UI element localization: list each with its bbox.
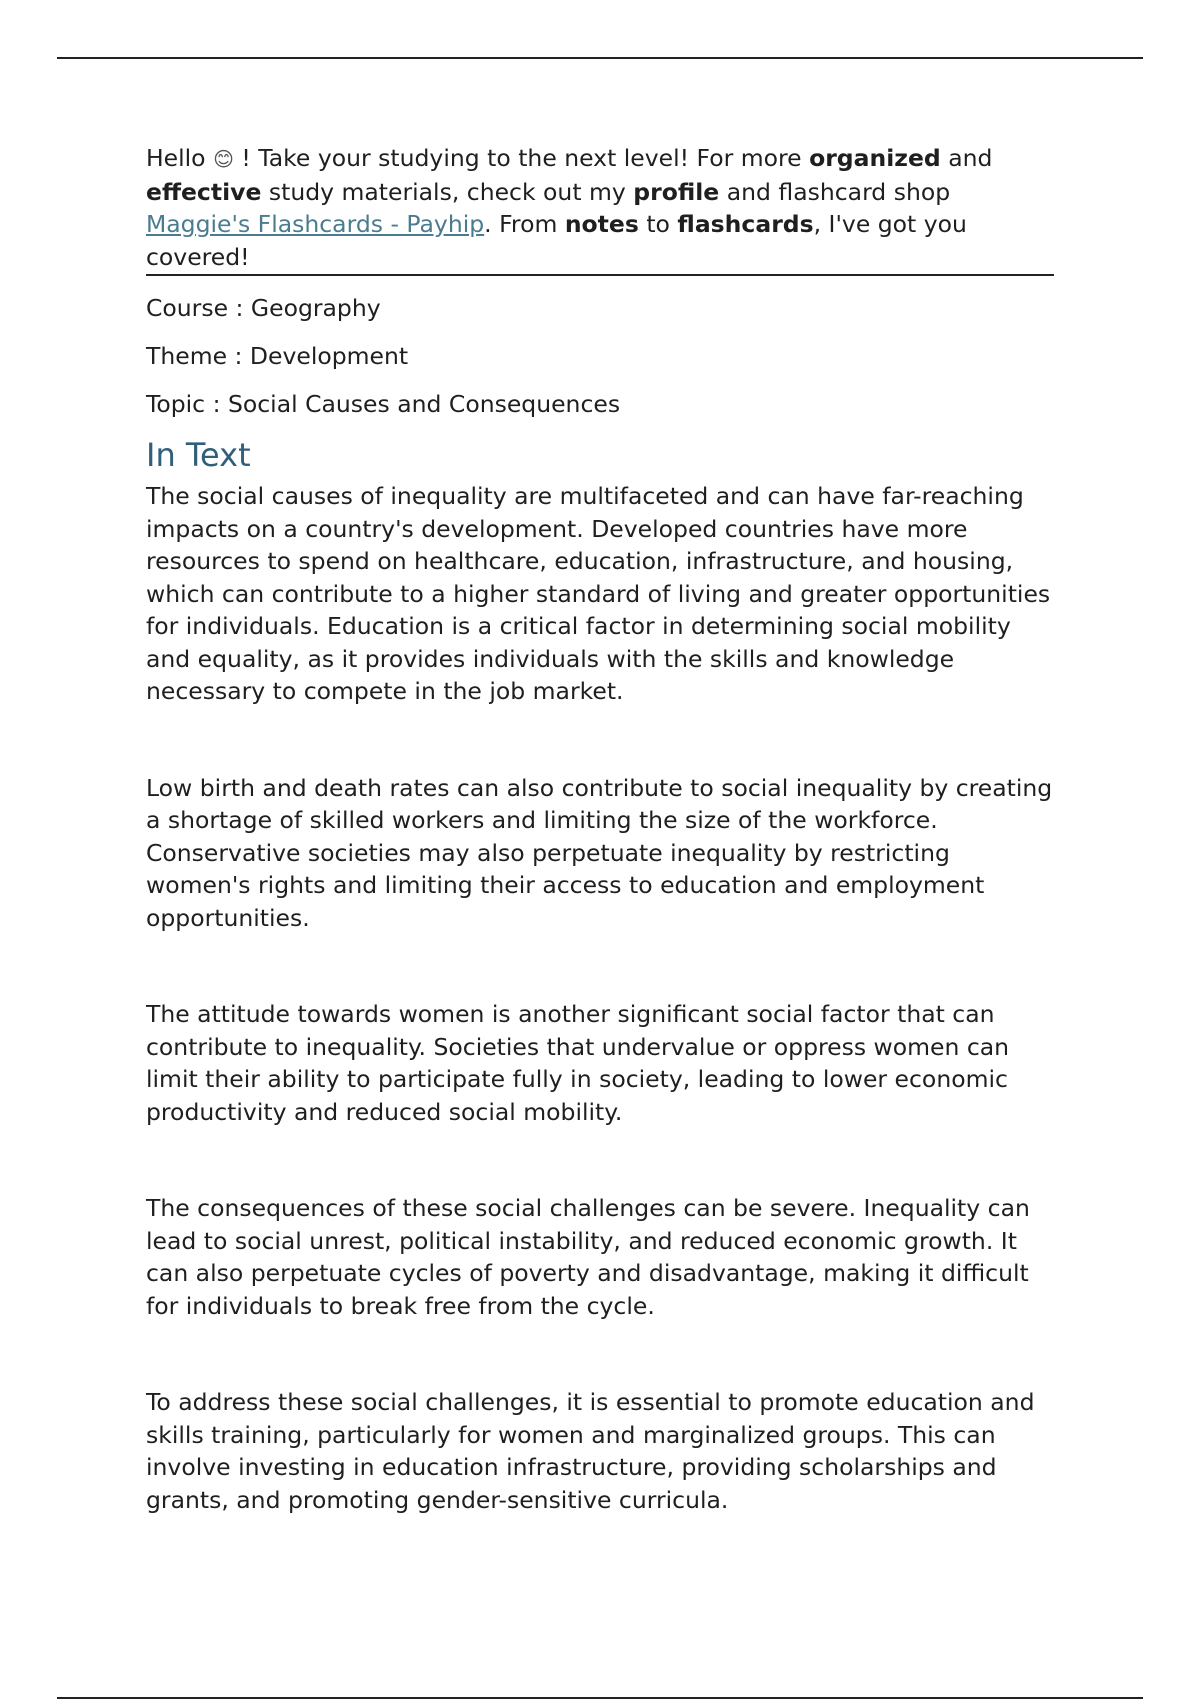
section-heading: In Text <box>146 436 251 474</box>
course-line: Course : Geography <box>146 294 381 322</box>
promo-text-1: ! Take your studying to the next level! For more <box>233 144 810 172</box>
document-body <box>146 142 1054 1516</box>
section-paragraphs <box>146 480 1054 1516</box>
promo-text-3: and flashcard shop <box>719 177 951 206</box>
paragraph-3: The attitude towards women is another significant social factor that can contribute to inequality. Societies that undervalue or oppress women can limit their ability to participate fully in society, leading to lower economic productivity and reduced social mobility. <box>146 1000 1010 1126</box>
paragraph-4: The consequences of these social challenges can be severe. Inequality can lead to social unrest, political instability, and reduced economic growth. It can also perpetuate cycles of poverty and disadvantage, making it difficult for individuals to break free from the cycle. <box>146 1194 1030 1320</box>
promo-flashcards: flashcards <box>677 210 814 238</box>
topic-line: Topic : Social Causes and Consequences <box>146 390 621 418</box>
shop-link[interactable]: Maggie's Flashcards - Payhip <box>146 210 485 238</box>
page-bottom-rule <box>57 1697 1143 1699</box>
paragraph-1: The social causes of inequality are multifaceted and can have far-reaching impacts on a country's development. Developed countries have more resources to spend on healthcare, education, infrastructure, and housing, which can contribute to a higher standard of living and greater opportunities for individuals. Education is a critical factor in determining social mobility and equality, as it provides individuals with the skills and knowledge necessary to compete in the job market. <box>146 482 1051 705</box>
promo-and: and <box>940 144 993 172</box>
promo-notes: notes <box>564 210 639 238</box>
promo-text-2: study materials, check out my <box>261 177 634 206</box>
promo-to: to <box>638 210 678 238</box>
promo-text-4: . From <box>484 210 565 238</box>
smile-icon: 😊 <box>213 147 234 171</box>
paragraph-2: Low birth and death rates can also contribute to social inequality by creating a shortage of skilled workers and limiting the size of the workforce. Conservative societies may also perpetuate inequality by restricting women's rights and limiting their access to education and employment opportunities. <box>146 773 1053 932</box>
promo-organized: organized <box>809 144 941 172</box>
promo-effective: effective <box>146 177 262 206</box>
promo-banner <box>146 142 1054 276</box>
paragraph-5: To address these social challenges, it is essential to promote education and skills training, particularly for women and marginalized groups. This can involve investing in education infrastructure, providing scholarships and grants, and promoting gender-sensitive curricula. <box>146 1388 1035 1514</box>
promo-text-5: , I've got you covered! <box>146 210 967 271</box>
promo-hello: Hello <box>146 144 206 172</box>
theme-line: Theme : Development <box>146 342 409 370</box>
promo-profile: profile <box>633 177 720 206</box>
page-top-rule <box>57 57 1143 59</box>
